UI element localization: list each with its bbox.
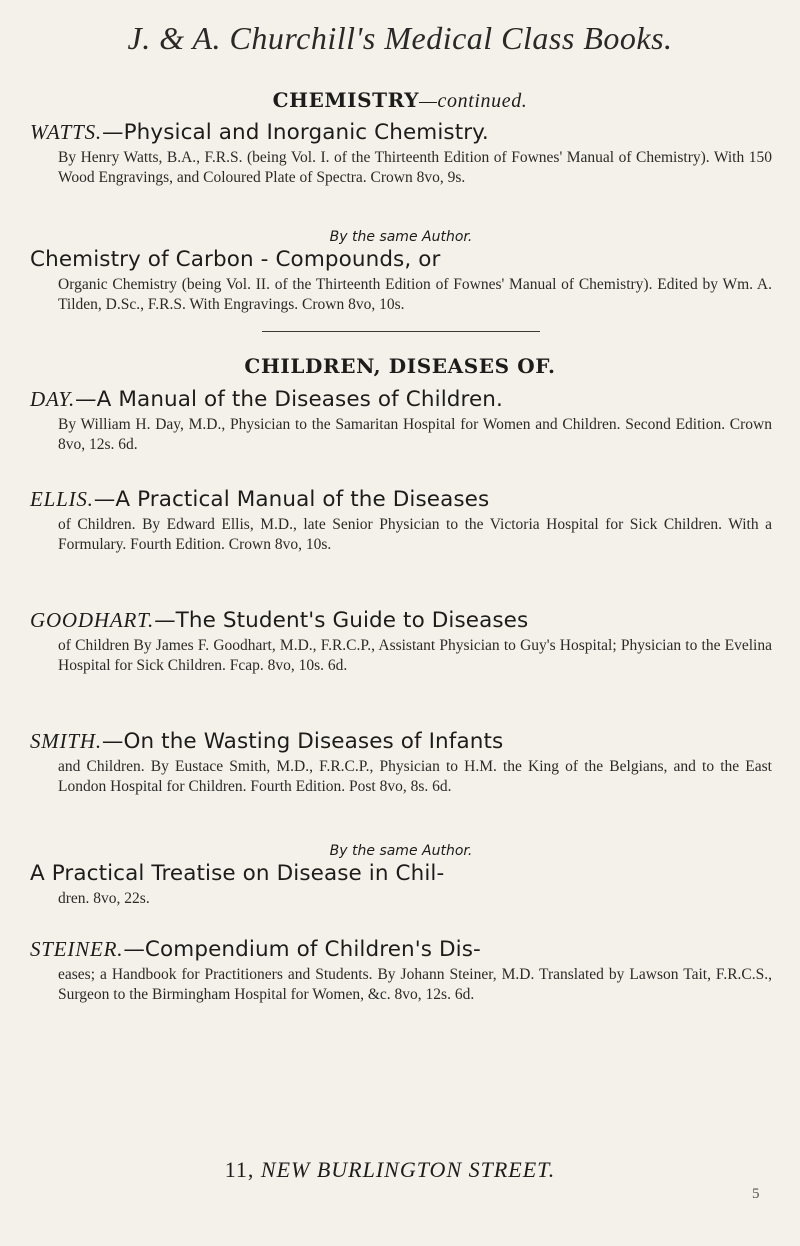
entry-goodhart (30, 605, 772, 676)
entry-title-line (30, 605, 772, 636)
entry-watts-carbon (30, 226, 772, 315)
entry-description: eases; a Handbook for Practitioners and Students. By Johann Steiner, M.D. Translated by Lawson Tait, F.R.C.S., Surgeon to the Birmingham Hospital for Women, &c. 8vo, 12s. 6d. (58, 966, 772, 1003)
entry-title-line (30, 934, 772, 965)
entry-title: —Compendium of Children's Dis- (123, 937, 481, 962)
entry-description: of Children By James F. Goodhart, M.D., F.R.C.P., Assistant Physician to Guy's Hospital; Physician to the Evelina Hospital for Sick Children. Fcap. 8vo, 10s. 6d. (58, 637, 772, 674)
entry-description: By William H. Day, M.D., Physician to the Samaritan Hospital for Women and Children. Second Edition. Crown 8vo, 12s. 6d. (58, 416, 772, 453)
entry-ellis (30, 484, 772, 555)
section-heading-chemistry (0, 88, 800, 113)
entry-title-line (30, 726, 772, 757)
entry-watts (30, 117, 772, 188)
entry-description: dren. 8vo, 22s. (58, 890, 150, 907)
entry-author: GOODHART. (30, 608, 155, 632)
entry-description: and Children. By Eustace Smith, M.D., F.R.C.P., Physician to H.M. the King of the Belgians, and to the East London Hospital for Children. Fourth Edition. Post 8vo, 8s. 6d. (58, 758, 772, 795)
section-heading-text: CHILDREN, DISEASES OF. (244, 354, 556, 378)
entry-description: Organic Chemistry (being Vol. II. of the Thirteenth Edition of Fownes' Manual of Chemistry). Edited by Wm. A. Tilden, D.Sc., F.R.S. With Engravings. Crown 8vo, 10s. (58, 276, 772, 313)
entry-steiner (30, 934, 772, 1005)
entry-author: STEINER. (30, 937, 124, 961)
entry-title-line (30, 384, 772, 415)
entry-description: of Children. By Edward Ellis, M.D., late Senior Physician to the Victoria Hospital for Sick Children. With a Formulary. Fourth Edition. Crown 8vo, 10s. (58, 516, 772, 553)
entry-author: DAY. (30, 387, 76, 411)
entry-byline: By the same Author. (329, 229, 473, 245)
address-number: 11, (224, 1157, 255, 1182)
entry-title: A Practical Treatise on Disease in Chil- (30, 861, 445, 886)
entry-smith-treatise (30, 840, 772, 909)
entry-title: —A Manual of the Diseases of Children. (75, 387, 503, 412)
publisher-address (40, 1157, 740, 1183)
page-number: 5 (752, 1186, 760, 1202)
entry-author: WATTS. (30, 120, 102, 144)
entry-title-line (30, 484, 772, 515)
section-heading-children (0, 354, 800, 378)
entry-title: —Physical and Inorganic Chemistry. (101, 120, 489, 145)
address-street: NEW BURLINGTON STREET. (260, 1157, 556, 1182)
entry-byline: By the same Author. (329, 843, 473, 859)
entry-title: —The Student's Guide to Diseases (154, 608, 529, 633)
running-head: J. & A. Churchill's Medical Class Books. (127, 20, 673, 56)
section-heading-text: CHEMISTRY (272, 88, 420, 112)
entry-title: —A Practical Manual of the Diseases (93, 487, 490, 512)
entry-description: By Henry Watts, B.A., F.R.S. (being Vol. I. of the Thirteenth Edition of Fownes' Manual of Chemistry). With 150 Wood Engravings, and Coloured Plate of Spectra. Crown 8vo, 9s. (58, 149, 772, 186)
entry-title: Chemistry of Carbon - Compounds, or (30, 247, 441, 272)
section-continued: —continued. (419, 90, 528, 112)
entry-title-line (30, 117, 772, 148)
entry-author: ELLIS. (30, 487, 94, 511)
entry-day (30, 384, 772, 455)
entry-title: —On the Wasting Diseases of Infants (101, 729, 504, 754)
entry-author: SMITH. (30, 729, 102, 753)
entry-smith (30, 726, 772, 797)
section-divider (262, 331, 540, 332)
